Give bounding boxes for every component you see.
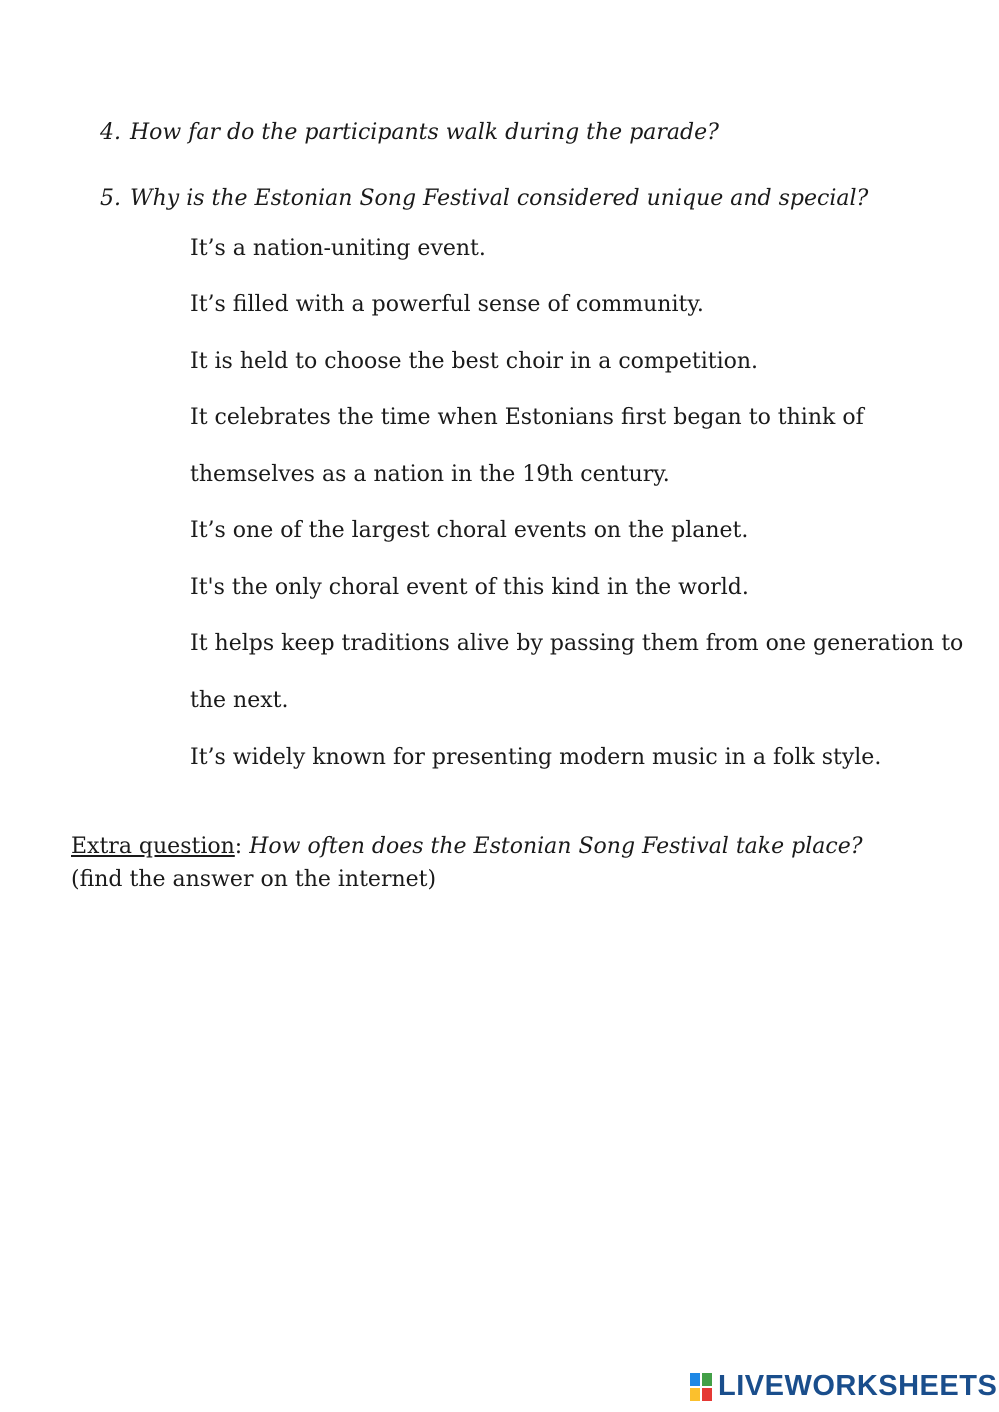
liveworksheets-logo-icon (690, 1373, 712, 1401)
question-number: 4. (100, 120, 121, 145)
answer-option[interactable]: It's the only choral event of this kind in the world. (190, 575, 749, 600)
answer-option[interactable]: It celebrates the time when Estonians first began to think of (190, 405, 864, 430)
question-4 (100, 120, 719, 145)
question-5 (100, 186, 868, 211)
answer-option[interactable]: It’s a nation-uniting event. (190, 236, 486, 261)
extra-question (71, 830, 921, 896)
answer-option[interactable]: It’s one of the largest choral events on the planet. (190, 518, 749, 543)
extra-question-note: (find the answer on the internet) (71, 867, 437, 892)
question-text: Why is the Estonian Song Festival considered unique and special? (130, 186, 869, 211)
answer-option[interactable]: It helps keep traditions alive by passing them from one generation to (190, 631, 964, 656)
answer-option[interactable]: It is held to choose the best choir in a competition. (190, 349, 759, 374)
answer-option[interactable]: It’s filled with a powerful sense of community. (190, 292, 704, 317)
answer-option-continued[interactable]: themselves as a nation in the 19th century. (190, 462, 670, 487)
extra-question-text: How often does the Estonian Song Festival take place? (249, 834, 863, 859)
liveworksheets-brand (690, 1370, 997, 1403)
question-text: How far do the participants walk during the parade? (130, 120, 719, 145)
answer-option-continued[interactable]: the next. (190, 688, 289, 713)
extra-question-label: Extra question (71, 834, 235, 859)
brand-name: LIVEWORKSHEETS (718, 1370, 998, 1402)
extra-question-colon: : (234, 834, 243, 859)
question-number: 5. (100, 186, 121, 211)
answer-option[interactable]: It’s widely known for presenting modern music in a folk style. (190, 745, 882, 770)
